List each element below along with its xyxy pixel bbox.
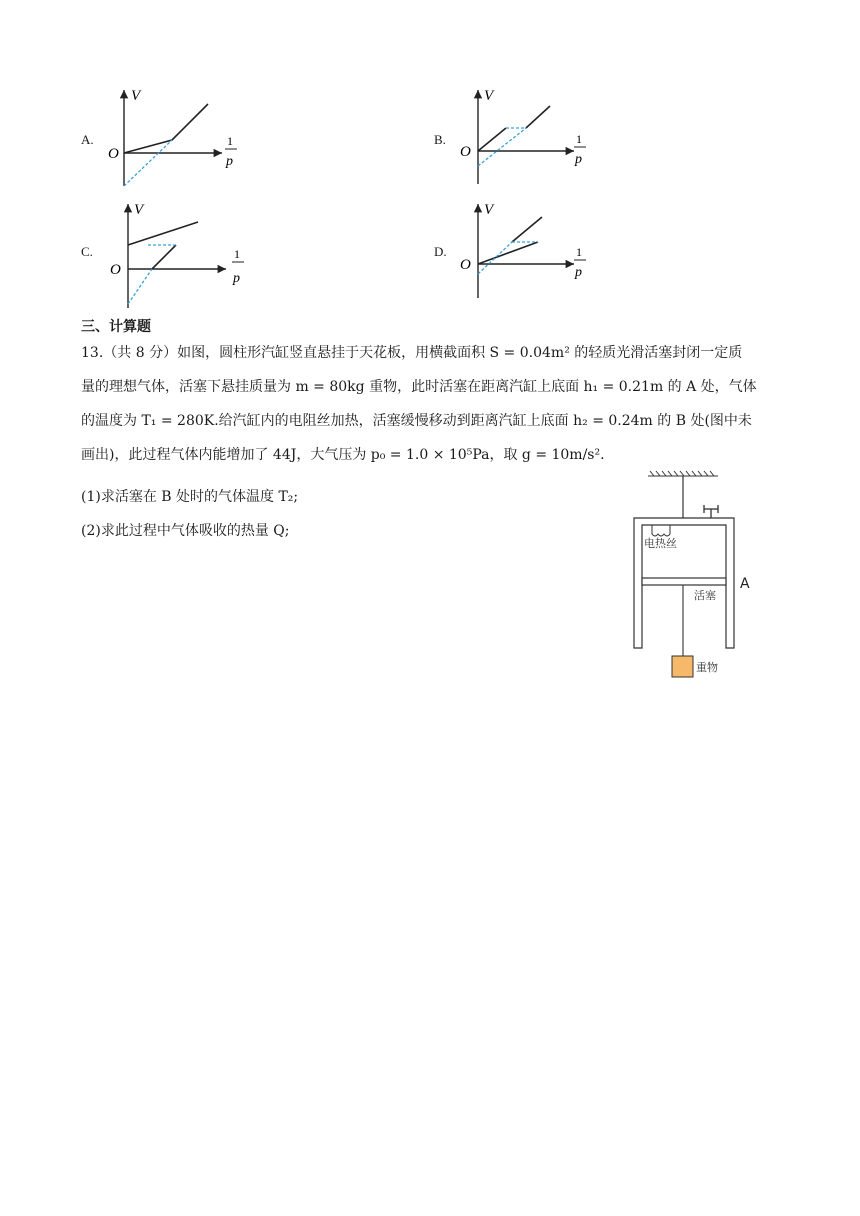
x-axis-num: 1 [576, 245, 582, 259]
option-d-graph [456, 200, 596, 314]
section-title: 三、计算题 [81, 319, 151, 335]
option-b-label: B. [434, 132, 446, 147]
piston-label: 活塞 [694, 589, 716, 602]
y-axis-label: V [134, 202, 144, 218]
x-axis-den: p [575, 152, 582, 167]
origin-label: O [110, 262, 121, 278]
valve-icon [704, 505, 718, 518]
x-axis-den: p [575, 265, 582, 280]
question-2: (2)求此过程中气体吸收的热量 Q; [81, 523, 290, 539]
state-line [124, 104, 208, 153]
extension-dashed [478, 128, 526, 166]
option-c-label: C. [81, 244, 93, 259]
y-axis-label: V [484, 202, 494, 218]
x-axis-den: p [233, 271, 240, 286]
x-axis-den: p [226, 154, 233, 169]
x-axis-num: 1 [576, 132, 582, 146]
piston [642, 578, 726, 585]
question-1: (1)求活塞在 B 处时的气体温度 T₂; [81, 489, 299, 505]
y-axis-label: V [131, 88, 141, 104]
state-line-2 [526, 106, 550, 128]
origin-label: O [460, 144, 471, 160]
ceiling [648, 471, 718, 476]
state-line-2 [152, 245, 176, 269]
heater-label: 电热丝 [644, 537, 677, 550]
weight-label: 重物 [696, 661, 718, 674]
problem-line-4: 画出)，此过程气体内能增加了 44J，大气压为 p₀ = 1.0 × 10⁵Pa，取 g = 10m/s². [81, 447, 605, 463]
extension-dashed [128, 269, 152, 304]
cylinder-diagram [622, 468, 762, 687]
position-label: A [740, 576, 750, 592]
option-b-graph [456, 86, 596, 195]
option-d-label: D. [434, 244, 447, 259]
problem-line-2: 量的理想气体，活塞下悬挂质量为 m = 80kg 重物，此时活塞在距离汽缸上底面 h₁ = 0.21m 的 A 处，气体 [81, 379, 757, 395]
x-axis-num: 1 [234, 247, 240, 261]
state-line-2 [512, 217, 542, 242]
option-a-label: A. [81, 132, 94, 147]
origin-label: O [108, 146, 119, 162]
option-c-graph [104, 200, 249, 314]
y-axis-label: V [484, 88, 494, 104]
state-line-1 [128, 222, 198, 245]
problem-line-1: 13.（共 8 分）如图，圆柱形汽缸竖直悬挂于天花板，用横截面积 S = 0.04m² 的轻质光滑活塞封闭一定质 [81, 345, 743, 361]
origin-label: O [460, 257, 471, 273]
weight [672, 656, 693, 677]
x-axis-num: 1 [227, 134, 233, 148]
heater-coil-icon [652, 525, 670, 536]
option-a-graph [104, 86, 244, 195]
problem-line-3: 的温度为 T₁ = 280K.给汽缸内的电阻丝加热，活塞缓慢移动到距离汽缸上底面 h₂ = 0.24m 的 B 处(图中未 [81, 413, 752, 429]
